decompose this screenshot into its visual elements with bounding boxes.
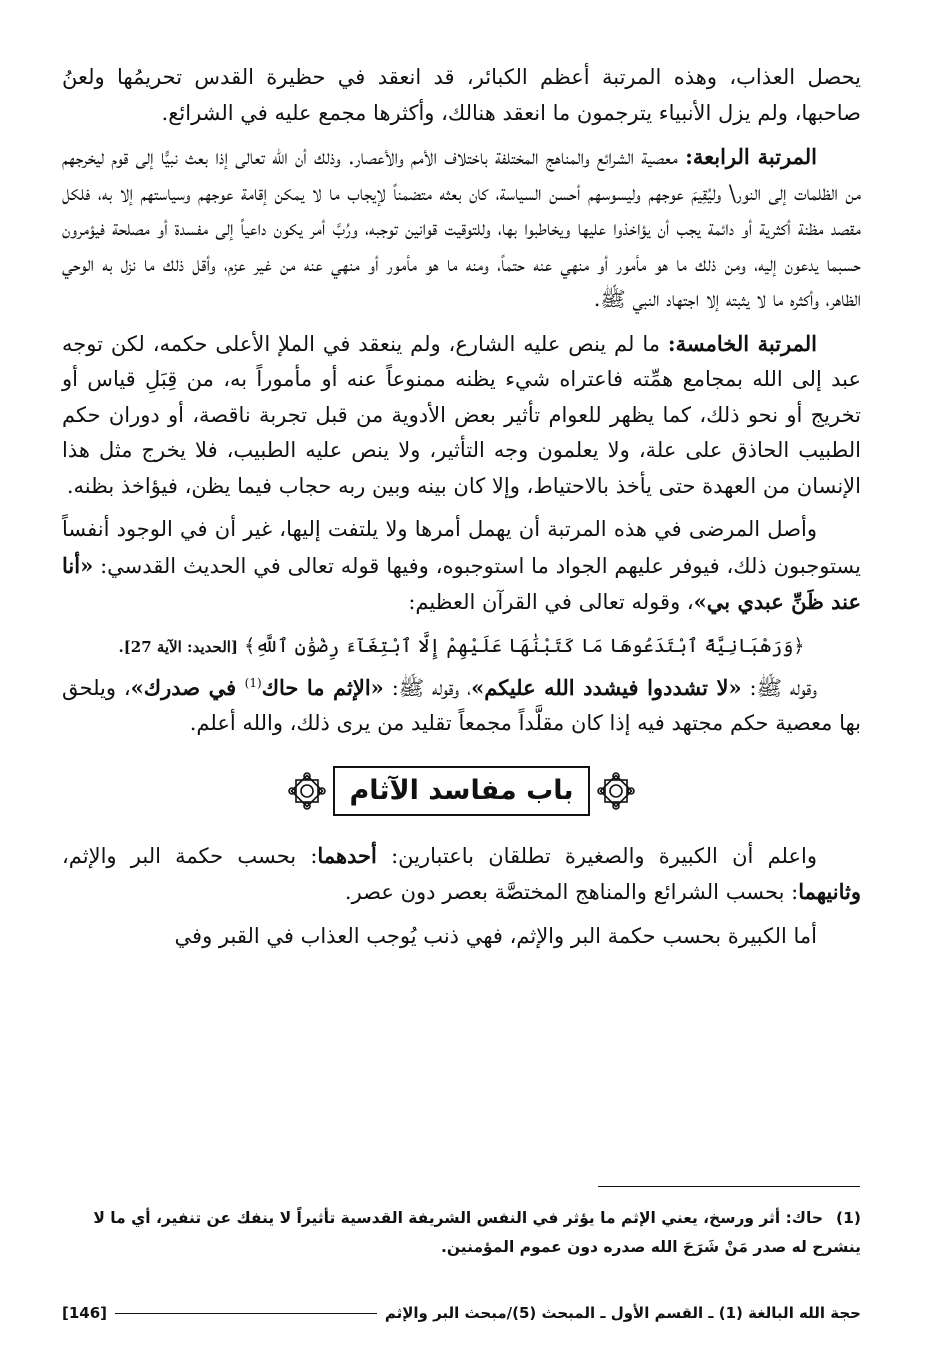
footnote-divider [598,1186,860,1187]
footnote-number: (1) [836,1209,861,1227]
hadith-quote-2-end: في صدرك» [130,674,245,700]
section-title: باب مفاسد الآثام [333,766,589,816]
footnotes [62,1204,861,1262]
hadith-quote-1: «لا تشددوا فيشدد الله عليكم» [471,674,742,700]
paragraph-1-text: يحصل العذاب، وهذه المرتبة أعظم الكبائر، قد انعقد في حظيرة القدس تحريمُها ولعنُ صاحبها، ولم يزل الأنبياء يترجمون ما انعقد هنالك، وأكثرها مجمع عليه في الشرائع. [62,65,861,125]
paragraph-origin [62,512,861,621]
star-ornament-icon [287,771,327,811]
paragraph-hadith [62,670,861,742]
rank-five-label: المرتبة الخامسة: [667,330,817,356]
hadith-paragraph-end: ، ويلحق بها معصية حكم مجتهد فيه إذا كان مقلَّداً مجمعاً تقليد من يرى ذلك، والله أعلم. [62,675,861,735]
paragraph-rank-four [62,139,861,318]
hadith-intro-2: ، وقوله ﷺ: [383,675,472,700]
second-text: : بحسب الشرائع والمناهج المختصَّة بعصر دون عصر. [344,880,799,904]
paragraph-rank-five [62,326,861,505]
quran-verse [62,629,861,664]
footnote-text: حاك: أثر ورسخ، يعني الإثم ما يؤثر في النفس الشريفة القدسية تأثيراً لا ينفك عن تنفير، أي ما لا ينشرح له صدر مَنْ شَرَحَ الله صدره دون عموم المؤمنين. [93,1209,861,1256]
footnote-marker[interactable]: (1) [244,675,262,690]
rank-four-text: معصية الشرائع والمناهج المختلفة باختلاف الأمم والأعصار. وذلك أن الله تعالى إذا بعث نبيًّا إلى قوم ليخرجهم من الظلمات إلى النور\ وليُقِيمَ عوجهم وليسوسهم أحسن السياسة، كان بعثه متضمناً لإيجاب ما لا يمكن إقامة عوجهم وسياستهم إلا به، فلكل مقصد مظنة أكثرية أو دائمة يجب أن يؤاخذوا عليها ويخاطبوا بها، وللتوقيت قوانين توجبه، ورُبَّ أمر يكون داعياً إلى مفسدة أو مصلحة فيؤمرون حسبما يدعون إليه، ومن ذلك ما هو مأمور أو منهي عنه حتماً، ومنه ما هو مأمور أو منهي عنه من غير عزم، وأقل ذلك ما نزل به الوحي الظاهر، وأكثره ما لا يثبته إلا اجتهاد النبي ﷺ. [62,145,861,311]
second-label: وثانيهما [798,879,861,904]
paragraph-origin-end: ، وقوله تعالى في القرآن العظيم: [408,590,694,614]
hadith-quote-2: «الإثم ما حاك [261,674,384,700]
rank-five-text: ما لم ينص عليه الشارع، ولم ينعقد في الملإ الأعلى حكمه، لكن توجه عبد إلى الله بمجامع همِّته فاعتراه شيء يظنه ممنوعاً عنه أو مأموراً به، من قِبَلِ قياس أو تخريج أو نحو ذلك، كما يظهر للعوام تأثير بعض الأدوية من قبل تجربة ناقصة، أو دوران حكم الطبيب الحاذق على علة، ولا يعلمون وجه التأثير، ولا ينص عليه الطبيب، فلا يخرج مثل هذا الإنسان من العهدة حتى يأخذ بالاحتياط، وإلا كان بينه وبين ربه حجاب فيما يظن، فيؤاخذ بظنه. [62,331,861,498]
first-text: : بحسب حكمة البر والإثم، [62,843,318,868]
section-heading [62,764,861,818]
rank-four-label: المرتبة الرابعة: [685,144,817,169]
footer-rule [115,1313,377,1314]
running-title: حجة الله البالغة (1) ـ القسم الأول ـ المبحث (5)/مبحث البر والإثم [384,1304,861,1322]
quran-verse-text: ﴿وَرَهْبَانِيَّةً ٱبْتَدَعُوهَا مَا كَتَبْنَٰهَا عَلَيْهِمْ إِلَّا ٱبْتِغَآءَ رِضْوَٰنِ ٱللَّهِ﴾ [244,634,805,657]
hadith-qudsi-quote: «أنا عند ظَنِّ عبدي بي» [62,552,861,614]
paragraph-major-sin [62,919,861,955]
verse-reference: [الحديد: الآية 27]. [118,637,239,656]
paragraph-1 [62,60,861,131]
hadith-intro-1: وقوله ﷺ: [741,675,818,700]
major-sin-text: أما الكبيرة بحسب حكمة البر والإثم، فهي ذنب يُوجب العذاب في القبر وفي [174,923,817,948]
page-footer [62,1300,861,1326]
first-label: أحدهما [317,842,377,868]
paragraph-two-considerations [62,838,861,911]
page-number: [146] [62,1304,108,1322]
paragraph-origin-text: وأصل المرضى في هذه المرتبة أن يهمل أمرها ولا يلتفت إليها، غير أن في الوجود أنفساً يستوجبون ذلك، فيوفر عليهم الجواد ما استوجبوه، وفيها قوله تعالى في الحديث القدسي: [62,517,861,578]
star-ornament-icon [596,771,636,811]
considerations-intro: واعلم أن الكبيرة والصغيرة تطلقان باعتبارين: [376,843,818,868]
